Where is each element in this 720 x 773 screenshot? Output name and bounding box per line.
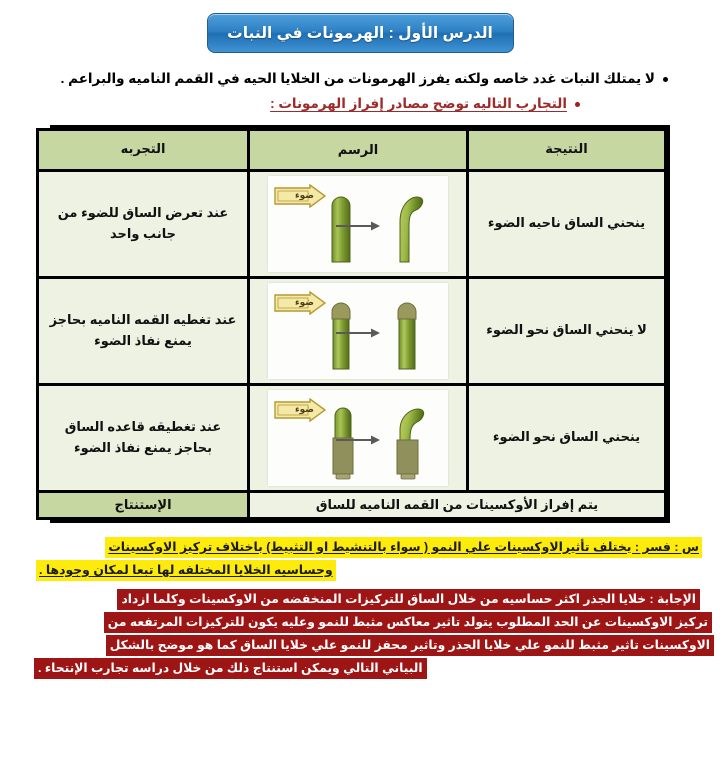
answer-line-2: تركيز الاوكسينات عن الحد المطلوب يتولد تاثير معاكس مثبط للنمو وعليه يكون للتركيزات المرتفعه من — [104, 612, 712, 633]
experiments-table-container — [50, 125, 670, 523]
page-title: الدرس الأول : الهرمونات في النبات — [207, 13, 514, 53]
diagram-bare-stem-bends — [268, 176, 448, 272]
answer-line-row — [34, 658, 694, 679]
transition-arrow-icon — [335, 220, 381, 232]
plant-capped-base-bent-icon — [388, 398, 430, 482]
conclusion-label: الإستنتاج — [38, 491, 249, 518]
drawing-cell-2 — [249, 277, 468, 384]
bullet-dot-icon — [663, 77, 668, 82]
question-block — [26, 537, 699, 581]
bullet-dot-icon — [575, 102, 580, 107]
answer-line-row — [26, 589, 700, 610]
conclusion-text: يتم إفراز الأوكسينات من القمه الناميه للساق — [249, 491, 666, 518]
answer-line-3: الاوكسينات تاثير مثبط للنمو علي خلايا الجذر وتاثير محفز للنمو علي خلايا الساق كما هو موضح بالشكل — [106, 635, 714, 656]
intro-text-2: التجارب التاليه توضح مصادر إفراز الهرمونات : — [270, 96, 567, 112]
answer-block — [26, 589, 710, 679]
diagram-capped-base-bends — [268, 390, 448, 486]
experiment-cell-1: عند تعرض الساق للضوء من جانب واحد — [38, 170, 249, 277]
transition-arrow-icon — [335, 434, 381, 446]
question-answer-section — [0, 537, 720, 680]
experiment-cell-2: عند تغطيه القمه الناميه بحاجز يمنع نفاذ الضوء — [38, 277, 249, 384]
question-line-1: س : فسر : يختلف تأثيرالاوكسينات علي النمو ( سواء بالتنشيط او التثبيط) باختلاف تركيز الاوكسينات — [105, 537, 702, 558]
result-cell-3: ينحني الساق نحو الضوء — [468, 384, 666, 491]
list-item — [28, 94, 692, 114]
diagram-capped-tip-straight — [268, 283, 448, 379]
light-arrow-icon — [274, 398, 326, 422]
light-label-2: ضوء — [295, 297, 314, 307]
column-header-result: النتيجة — [468, 129, 666, 170]
intro-text-1: لا يمتلك النبات غدد خاصه ولكنه يفرز الهرمونات من الخلايا الحيه في القمم الناميه والبراعم . — [60, 71, 655, 86]
answer-line-row — [26, 635, 714, 656]
drawing-cell-1 — [249, 170, 468, 277]
experiments-table — [36, 128, 667, 520]
light-label-3: ضوء — [295, 404, 314, 414]
drawing-cell-3 — [249, 384, 468, 491]
intro-bullets — [28, 69, 692, 115]
table-row — [38, 170, 666, 277]
answer-line-1: الإجابة : خلايا الجذر اكثر حساسيه من خلال الساق للتركيزات المنخفضه من الاوكسينات وكلما ازداد — [117, 589, 700, 610]
table-conclusion-row — [38, 491, 666, 518]
question-line-row — [26, 537, 702, 558]
result-cell-2: لا ينحني الساق نحو الضوء — [468, 277, 666, 384]
lesson-title-bar — [0, 0, 720, 53]
column-header-drawing: الرسم — [249, 129, 468, 170]
light-label-1: ضوء — [295, 190, 314, 200]
plant-bent-icon — [388, 188, 428, 266]
transition-arrow-icon — [335, 327, 381, 339]
light-arrow-icon — [274, 184, 326, 208]
light-arrow-icon — [274, 291, 326, 315]
table-row — [38, 384, 666, 491]
list-item — [28, 69, 692, 89]
question-line-2: وحساسيه الخلايا المختلفه لها تبعا لمكان وجودها . — [36, 560, 336, 581]
result-cell-1: ينحني الساق ناحيه الضوء — [468, 170, 666, 277]
answer-line-4: البياني التالي ويمكن استنتاج ذلك من خلال دراسه تجارب الإنتحاء . — [34, 658, 427, 679]
answer-line-row — [26, 612, 712, 633]
plant-capped-tip-icon — [394, 295, 420, 373]
question-line-row — [36, 560, 694, 581]
table-row — [38, 277, 666, 384]
table-header-row — [38, 129, 666, 170]
experiment-cell-3: عند تغطيقه قاعده الساق بحاجز يمنع نفاذ الضوء — [38, 384, 249, 491]
column-header-experiment: التجربه — [38, 129, 249, 170]
